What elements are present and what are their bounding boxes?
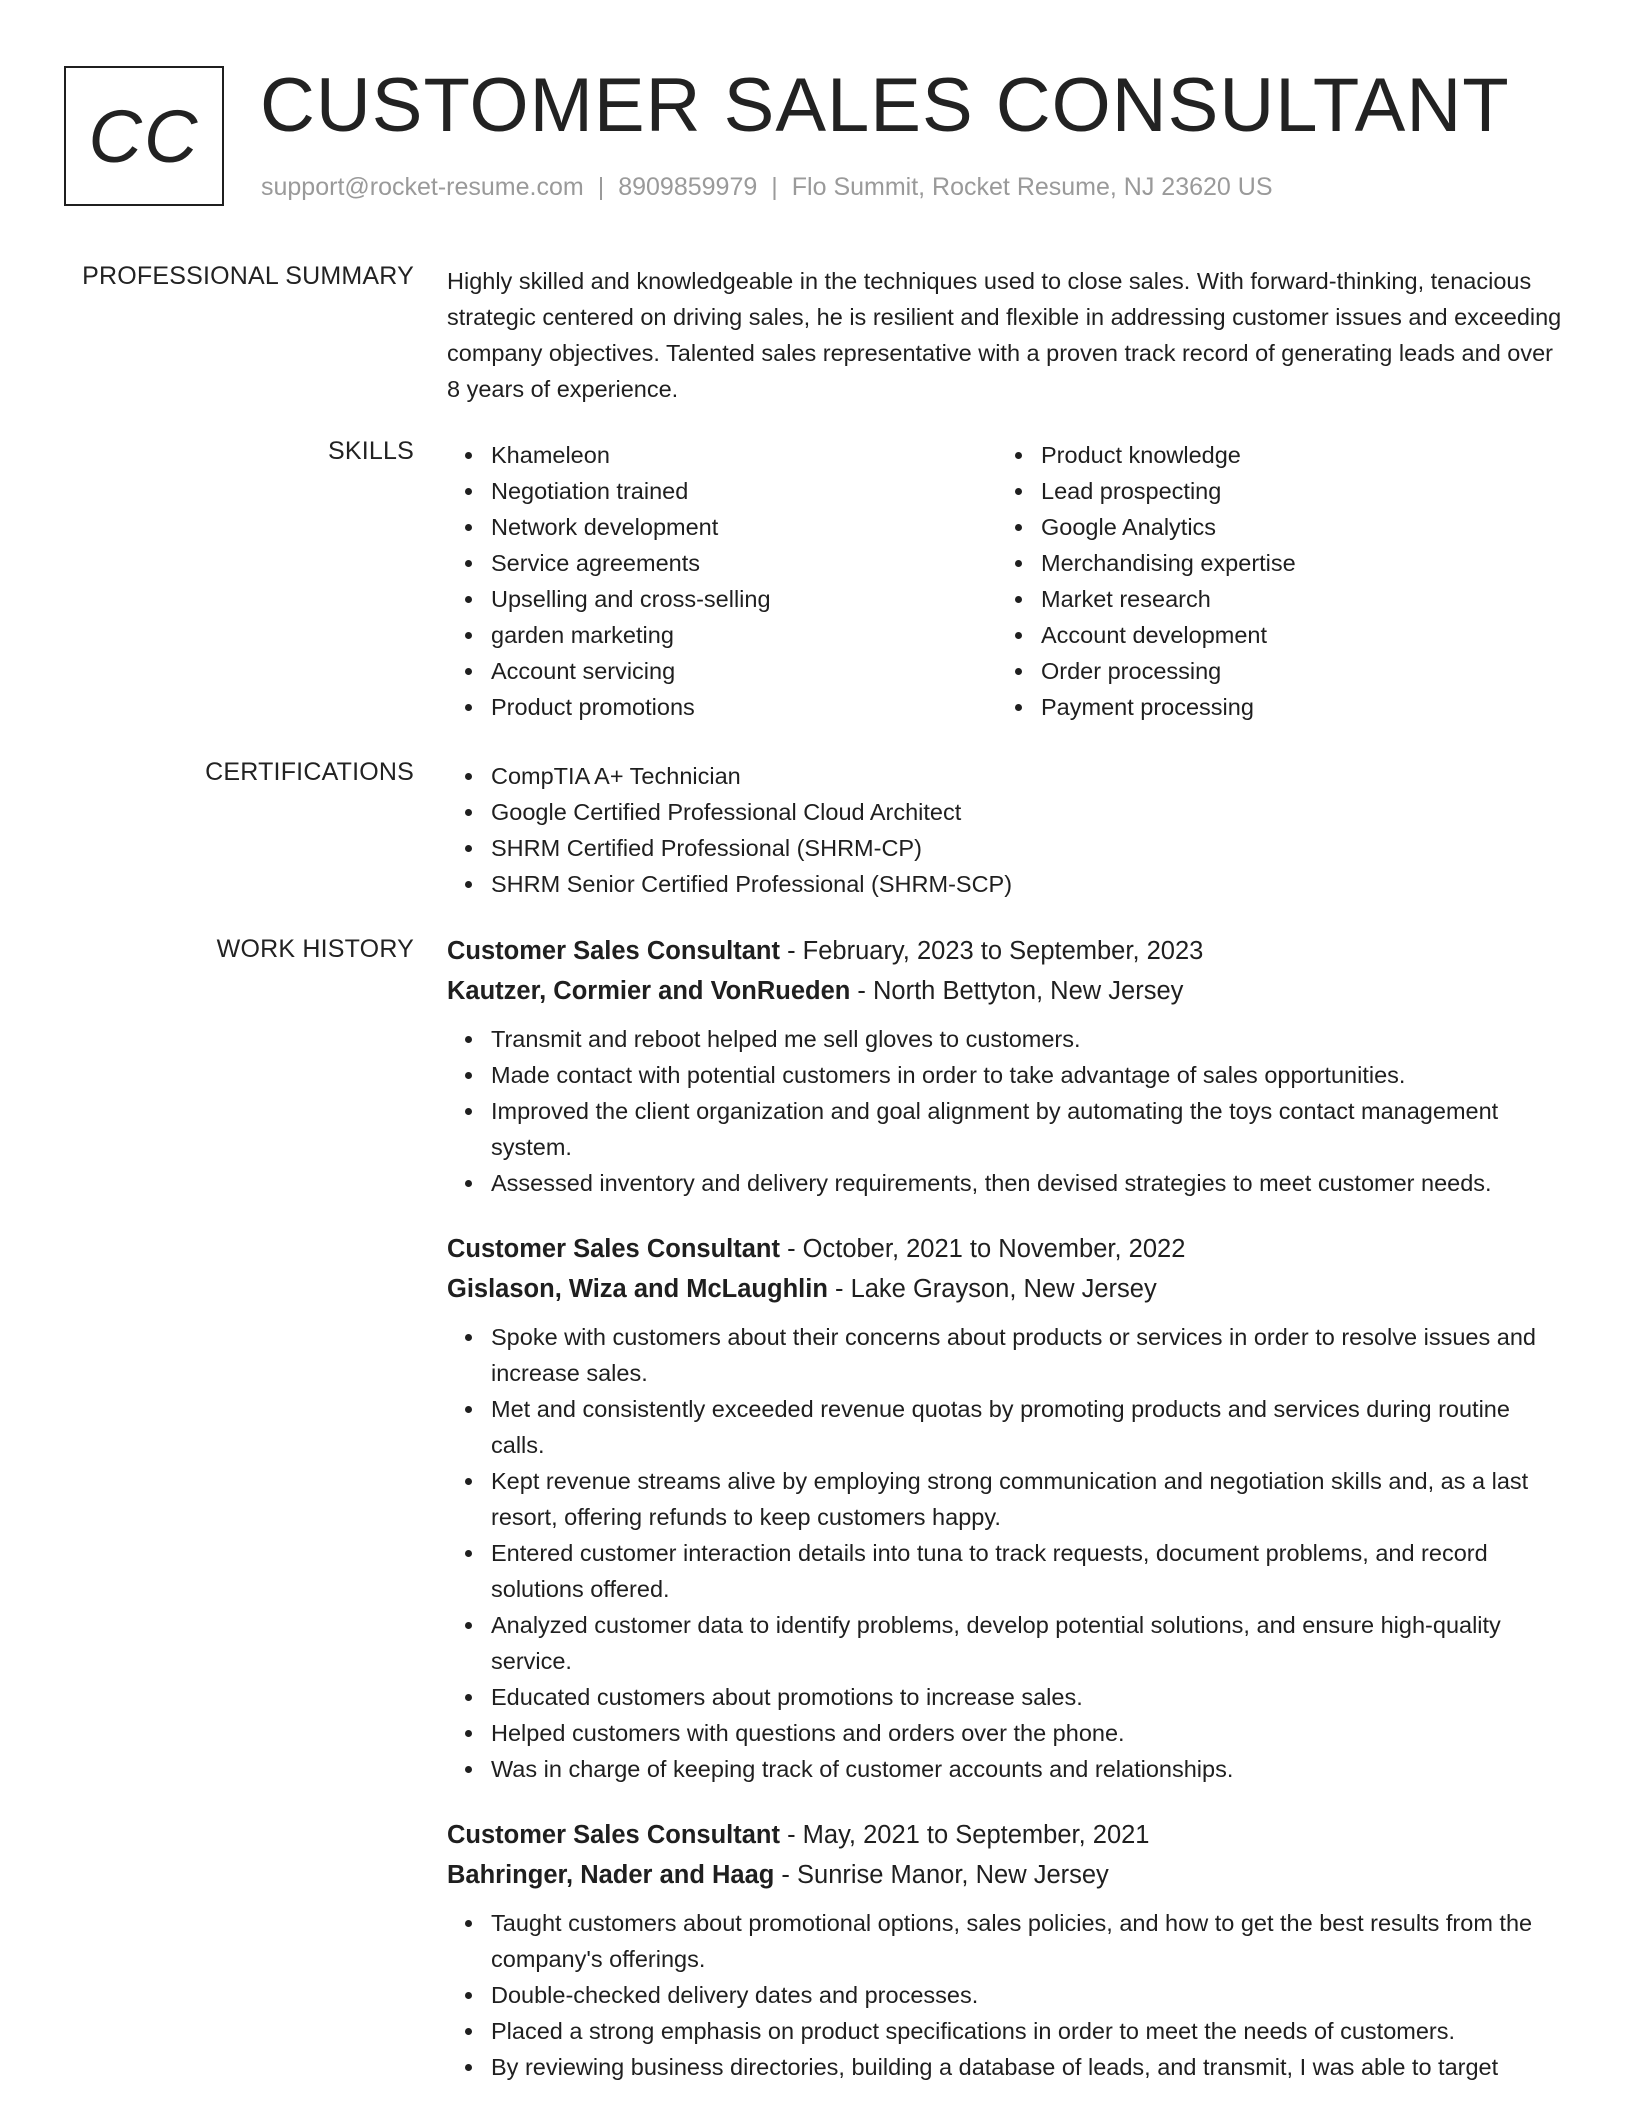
skill-item: Account development [1041,617,1547,653]
job-title-line [447,1815,1567,1855]
skill-item: Market research [1041,581,1547,617]
resume-header [64,63,1564,216]
job-role: Customer Sales Consultant [447,1821,780,1849]
candidate-name: CUSTOMER SALES CONSULTANT [260,63,1510,148]
job-bullet: Made contact with potential customers in order to take advantage of sales opportunities. [491,1057,1567,1093]
job-bullets [447,1021,1567,1201]
certification-item: Google Certified Professional Cloud Architect [491,794,1567,830]
skills-list-left [447,437,997,725]
skill-item: Merchandising expertise [1041,545,1547,581]
work-history-title: WORK HISTORY [216,935,414,963]
job-entry [447,1229,1567,1787]
job-role: Customer Sales Consultant [447,1235,780,1263]
job-bullets [447,1319,1567,1787]
monogram-box [64,66,224,206]
job-bullet: By reviewing business directories, building a database of leads, and transmit, I was able to target [491,2049,1567,2085]
job-company: Gislason, Wiza and McLaughlin [447,1275,828,1303]
job-dates: - February, 2023 to September, 2023 [779,937,1204,965]
contact-email: support@rocket-resume.com [261,173,584,201]
job-bullet: Spoke with customers about their concerns about products or services in order to resolve issues and increase sales. [491,1319,1567,1391]
skill-item: Product promotions [491,689,997,725]
certifications-list [447,758,1567,902]
job-bullets [447,1905,1567,2085]
summary-text: Highly skilled and knowledgeable in the techniques used to close sales. With forward-thinking, tenacious strategic centered on driving sales, he is resilient and flexible in addressing customer issues and exceeding company objectives. Talented sales representative with a proven track record of generating leads and over 8 years of experience. [447,268,1562,402]
contact-phone: 8909859979 [618,173,758,201]
job-bullet: Kept revenue streams alive by employing strong communication and negotiation skills and, as a last resort, offering refunds to keep customers happy. [491,1463,1567,1535]
job-dates: - October, 2021 to November, 2022 [779,1235,1186,1263]
job-location: - Sunrise Manor, New Jersey [774,1861,1109,1889]
certification-item: CompTIA A+ Technician [491,758,1567,794]
job-company-line [447,971,1567,1011]
contact-separator: | [771,173,778,201]
job-role: Customer Sales Consultant [447,937,780,965]
skills-body [447,437,1567,725]
job-entry [447,1815,1567,2085]
skill-item: Lead prospecting [1041,473,1547,509]
contact-line [261,173,1273,202]
contact-separator: | [597,173,605,201]
summary-title: PROFESSIONAL SUMMARY [82,262,414,290]
job-entry [447,931,1567,1201]
skill-item: Upselling and cross-selling [491,581,997,617]
job-bullet: Placed a strong emphasis on product specifications in order to meet the needs of customers. [491,2013,1567,2049]
skill-item: Account servicing [491,653,997,689]
skill-item: Order processing [1041,653,1547,689]
contact-address: Flo Summit, Rocket Resume, NJ 23620 US [791,173,1273,201]
job-bullet: Met and consistently exceeded revenue quotas by promoting products and services during routine calls. [491,1391,1567,1463]
skill-item: Product knowledge [1041,437,1547,473]
job-company: Bahringer, Nader and Haag [447,1861,775,1889]
job-bullet: Entered customer interaction details into tuna to track requests, document problems, and record solutions offered. [491,1535,1567,1607]
job-location: - North Bettyton, New Jersey [850,977,1184,1005]
certifications-title: CERTIFICATIONS [205,758,414,786]
job-bullet: Taught customers about promotional options, sales policies, and how to get the best results from the company's offerings. [491,1905,1567,1977]
job-bullet: Analyzed customer data to identify problems, develop potential solutions, and ensure high-quality service. [491,1607,1567,1679]
job-bullet: Educated customers about promotions to increase sales. [491,1679,1567,1715]
skills-list-right [997,437,1547,725]
work-history-body [447,931,1567,2113]
skill-item: Khameleon [491,437,997,473]
job-company-line [447,1855,1567,1895]
skill-item: Network development [491,509,997,545]
certifications-body [447,758,1567,902]
skill-item: garden marketing [491,617,997,653]
job-dates: - May, 2021 to September, 2021 [779,1821,1150,1849]
job-bullet: Transmit and reboot helped me sell gloves to customers. [491,1021,1567,1057]
job-company: Kautzer, Cormier and VonRueden [447,977,851,1005]
skill-item: Service agreements [491,545,997,581]
job-title-line [447,1229,1567,1269]
skill-item: Payment processing [1041,689,1547,725]
job-bullet: Assessed inventory and delivery requirements, then devised strategies to meet customer needs. [491,1165,1567,1201]
job-company-line [447,1269,1567,1309]
skill-item: Google Analytics [1041,509,1547,545]
summary-body [447,263,1567,407]
job-title-line [447,931,1567,971]
skill-item: Negotiation trained [491,473,997,509]
job-bullet: Improved the client organization and goal alignment by automating the toys contact management system. [491,1093,1567,1165]
certification-item: SHRM Senior Certified Professional (SHRM-SCP) [491,866,1567,902]
job-location: - Lake Grayson, New Jersey [827,1275,1157,1303]
certification-item: SHRM Certified Professional (SHRM-CP) [491,830,1567,866]
job-bullet: Helped customers with questions and orders over the phone. [491,1715,1567,1751]
job-bullet: Double-checked delivery dates and processes. [491,1977,1567,2013]
job-bullet: Was in charge of keeping track of customer accounts and relationships. [491,1751,1567,1787]
monogram-initials: CC [88,94,200,178]
skills-title: SKILLS [328,437,414,465]
